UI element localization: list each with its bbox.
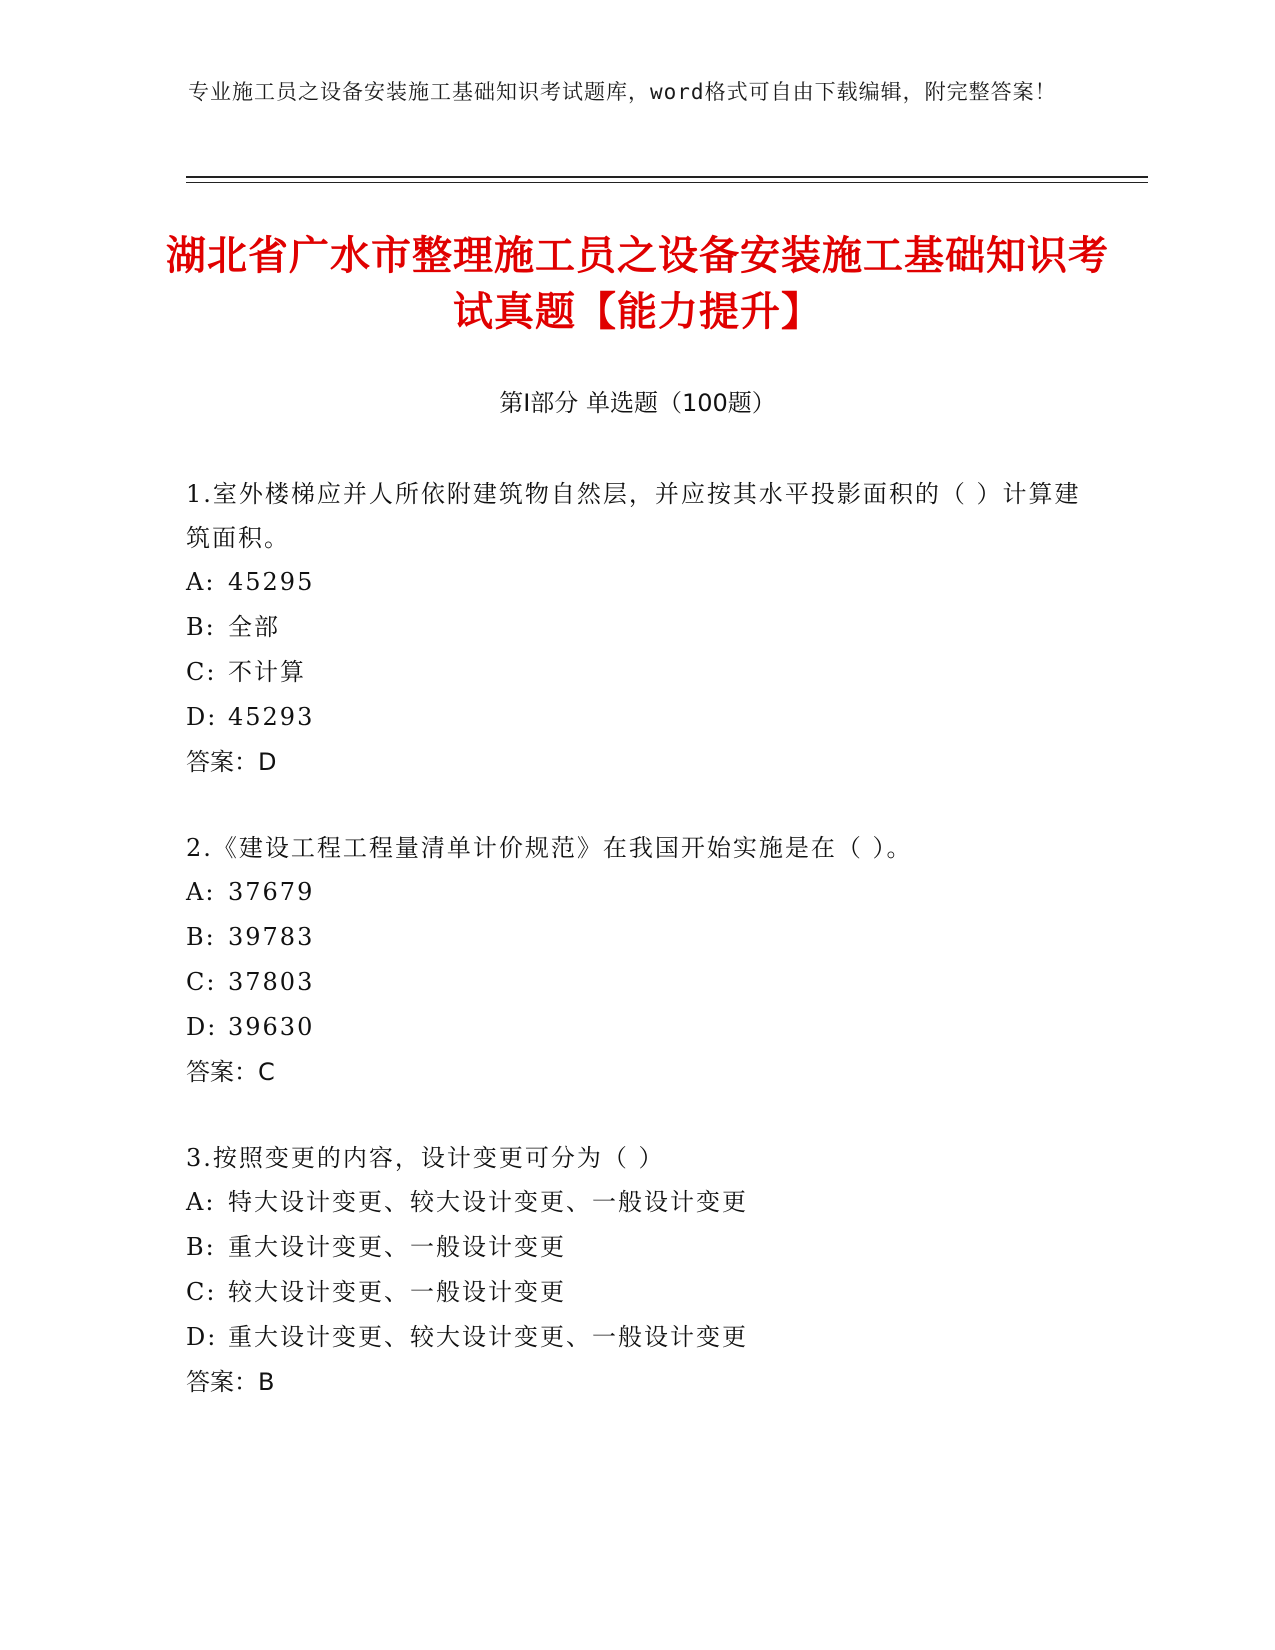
option-text: 不计算	[228, 658, 306, 686]
answer: 答案：B	[186, 1368, 275, 1396]
option-letter: A:	[186, 1188, 216, 1216]
option-d	[186, 1005, 1086, 1050]
option-letter: A:	[186, 568, 216, 596]
question-text: 1.室外楼梯应并人所依附建筑物自然层，并应按其水平投影面积的（ ）计算建筑面积。	[186, 480, 1081, 552]
option-text: 45293	[228, 703, 315, 731]
option-text: 重大设计变更、较大设计变更、一般设计变更	[228, 1323, 748, 1351]
option-a	[186, 560, 1086, 605]
option-letter: B:	[186, 613, 216, 641]
option-a	[186, 870, 1086, 915]
answer: 答案：D	[186, 748, 277, 776]
header-divider-thick	[186, 176, 1148, 178]
option-b	[186, 915, 1086, 960]
option-text: 重大设计变更、一般设计变更	[228, 1233, 566, 1261]
option-letter: C:	[186, 968, 217, 996]
question-2	[186, 826, 1086, 1094]
option-letter: B:	[186, 1233, 216, 1261]
option-letter: D:	[186, 703, 218, 731]
option-b	[186, 605, 1086, 650]
option-letter: D:	[186, 1323, 218, 1351]
option-letter: B:	[186, 923, 216, 951]
option-text: 37803	[228, 968, 315, 996]
option-text: 39630	[228, 1013, 315, 1041]
question-list	[186, 472, 1086, 1446]
option-letter: D:	[186, 1013, 218, 1041]
header-note: 专业施工员之设备安装施工基础知识考试题库，word格式可自由下载编辑，附完整答案！	[188, 80, 1057, 104]
option-b	[186, 1225, 1086, 1270]
option-d	[186, 1315, 1086, 1360]
option-c	[186, 960, 1086, 1005]
header-divider-thin	[186, 182, 1148, 183]
option-text: 较大设计变更、一般设计变更	[228, 1278, 566, 1306]
question-3	[186, 1136, 1086, 1404]
option-text: 37679	[228, 878, 315, 906]
question-text: 2.《建设工程工程量清单计价规范》在我国开始实施是在（ ）。	[186, 834, 913, 862]
option-a	[186, 1180, 1086, 1225]
option-text: 全部	[228, 613, 280, 641]
option-letter: C:	[186, 658, 217, 686]
option-text: 45295	[228, 568, 315, 596]
document-title: 湖北省广水市整理施工员之设备安装施工基础知识考试真题【能力提升】	[166, 233, 1109, 335]
question-text: 3.按照变更的内容，设计变更可分为（ ）	[186, 1144, 665, 1172]
option-text: 特大设计变更、较大设计变更、一般设计变更	[228, 1188, 748, 1216]
option-c	[186, 650, 1086, 695]
option-letter: C:	[186, 1278, 217, 1306]
option-c	[186, 1270, 1086, 1315]
question-1	[186, 472, 1086, 784]
option-text: 39783	[228, 923, 315, 951]
section-heading: 第I部分 单选题（100题）	[499, 389, 776, 417]
answer: 答案：C	[186, 1058, 275, 1086]
option-letter: A:	[186, 878, 216, 906]
option-d	[186, 695, 1086, 740]
